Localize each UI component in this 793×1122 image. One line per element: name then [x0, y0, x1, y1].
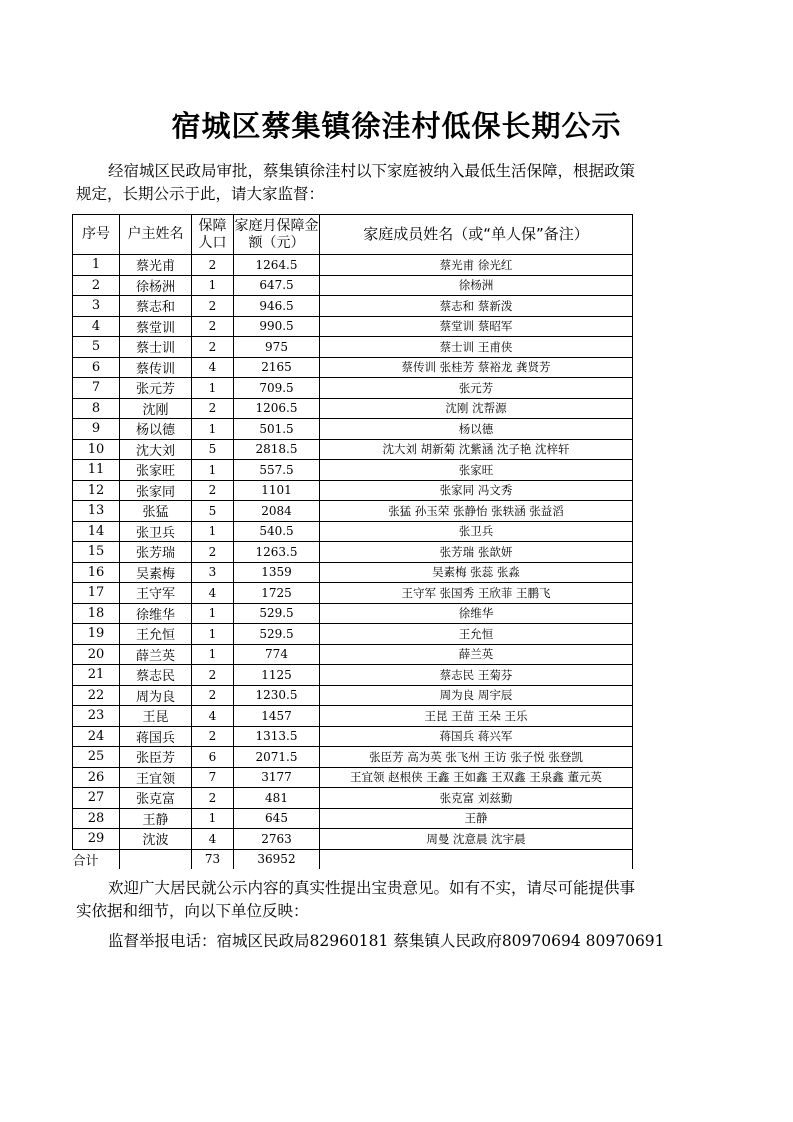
- hotline-text: 监督举报电话：宿城区民政局82960181 蔡集镇人民政府80970694 80970691: [108, 932, 665, 950]
- cell-members: 蔡光甫 徐光红: [320, 255, 633, 276]
- cell-head-name: 徐维华: [120, 603, 192, 624]
- cell-amount: 1264.5: [234, 255, 320, 276]
- table-row: [73, 665, 633, 686]
- table-row: [73, 501, 633, 522]
- cell-people: 1: [192, 419, 234, 440]
- cell-index: 6: [73, 357, 120, 378]
- cell-people: 4: [192, 583, 234, 604]
- cell-amount: 975: [234, 337, 320, 358]
- total-empty: [120, 849, 192, 869]
- header-index: 序号: [73, 215, 120, 255]
- cell-amount: 709.5: [234, 378, 320, 399]
- feedback-paragraph: 欢迎广大居民就公示内容的真实性提出宝贵意见。如有不实，请尽可能提供事实依据和细节，向以下单位反映：: [76, 879, 636, 920]
- cell-people: 1: [192, 624, 234, 645]
- cell-amount: 481: [234, 788, 320, 809]
- cell-index: 21: [73, 665, 120, 686]
- cell-members: 张家同 冯文秀: [320, 480, 633, 501]
- cell-index: 11: [73, 460, 120, 481]
- cell-head-name: 张家旺: [120, 460, 192, 481]
- cell-amount: 1230.5: [234, 685, 320, 706]
- cell-head-name: 蔡传训: [120, 357, 192, 378]
- cell-index: 10: [73, 439, 120, 460]
- cell-people: 2: [192, 480, 234, 501]
- table-row: [73, 337, 633, 358]
- table-row: [73, 521, 633, 542]
- cell-head-name: 张卫兵: [120, 521, 192, 542]
- cell-members: 沈大刘 胡新菊 沈紫涵 沈子艳 沈梓轩: [320, 439, 633, 460]
- table-row: [73, 542, 633, 563]
- table-row: [73, 357, 633, 378]
- cell-head-name: 薛兰英: [120, 644, 192, 665]
- cell-members: 王允恒: [320, 624, 633, 645]
- cell-people: 1: [192, 460, 234, 481]
- cell-head-name: 张芳瑞: [120, 542, 192, 563]
- cell-members: 沈刚 沈帮源: [320, 398, 633, 419]
- cell-head-name: 徐杨洲: [120, 275, 192, 296]
- cell-index: 25: [73, 747, 120, 768]
- cell-head-name: 杨以德: [120, 419, 192, 440]
- cell-members: 王昆 王苗 王朵 王乐: [320, 706, 633, 727]
- table-row: [73, 480, 633, 501]
- table-body: [73, 255, 633, 850]
- cell-members: 徐杨洲: [320, 275, 633, 296]
- cell-index: 13: [73, 501, 120, 522]
- cell-people: 2: [192, 398, 234, 419]
- cell-members: 王静: [320, 808, 633, 829]
- cell-members: 张卫兵: [320, 521, 633, 542]
- cell-members: 吴素梅 张蕊 张淼: [320, 562, 633, 583]
- cell-amount: 1725: [234, 583, 320, 604]
- page-title: 宿城区蔡集镇徐洼村低保长期公示: [171, 109, 622, 143]
- cell-index: 12: [73, 480, 120, 501]
- table-row: [73, 685, 633, 706]
- cell-people: 3: [192, 562, 234, 583]
- table-row: [73, 706, 633, 727]
- cell-index: 8: [73, 398, 120, 419]
- cell-amount: 1313.5: [234, 726, 320, 747]
- table-row: [73, 296, 633, 317]
- table-row: [73, 562, 633, 583]
- cell-members: 王宜领 赵根侠 王鑫 王如鑫 王双鑫 王泉鑫 董元英: [320, 767, 633, 788]
- cell-amount: 1125: [234, 665, 320, 686]
- table-row: [73, 378, 633, 399]
- cell-members: 王守军 张国秀 王欣菲 王鹏飞: [320, 583, 633, 604]
- table-header-row: [73, 215, 633, 255]
- cell-index: 7: [73, 378, 120, 399]
- cell-people: 1: [192, 521, 234, 542]
- cell-amount: 540.5: [234, 521, 320, 542]
- cell-index: 2: [73, 275, 120, 296]
- cell-index: 26: [73, 767, 120, 788]
- cell-index: 22: [73, 685, 120, 706]
- cell-members: 张芳瑞 张歆妍: [320, 542, 633, 563]
- cell-amount: 3177: [234, 767, 320, 788]
- cell-members: 周曼 沈意晨 沈宇晨: [320, 829, 633, 850]
- total-label: 合计: [73, 849, 120, 869]
- cell-members: 杨以德: [320, 419, 633, 440]
- cell-people: 1: [192, 275, 234, 296]
- table-row: [73, 460, 633, 481]
- cell-amount: 2084: [234, 501, 320, 522]
- cell-amount: 1206.5: [234, 398, 320, 419]
- cell-people: 1: [192, 603, 234, 624]
- cell-amount: 2763: [234, 829, 320, 850]
- cell-head-name: 张家同: [120, 480, 192, 501]
- cell-head-name: 王宜领: [120, 767, 192, 788]
- cell-members: 蒋国兵 蒋兴军: [320, 726, 633, 747]
- cell-people: 7: [192, 767, 234, 788]
- cell-head-name: 蔡士训: [120, 337, 192, 358]
- cell-head-name: 吴素梅: [120, 562, 192, 583]
- cell-people: 2: [192, 665, 234, 686]
- cell-members: 张元芳: [320, 378, 633, 399]
- cell-index: 27: [73, 788, 120, 809]
- table-row: [73, 829, 633, 850]
- cell-members: 薛兰英: [320, 644, 633, 665]
- table-row: [73, 644, 633, 665]
- cell-amount: 2071.5: [234, 747, 320, 768]
- cell-index: 18: [73, 603, 120, 624]
- total-people: 73: [192, 849, 234, 869]
- cell-head-name: 王守军: [120, 583, 192, 604]
- cell-head-name: 蔡光甫: [120, 255, 192, 276]
- cell-index: 24: [73, 726, 120, 747]
- cell-head-name: 蔡堂训: [120, 316, 192, 337]
- cell-members: 蔡传训 张桂芳 蔡裕龙 龚贤芳: [320, 357, 633, 378]
- table-row: [73, 419, 633, 440]
- cell-members: 蔡志民 王菊芬: [320, 665, 633, 686]
- cell-people: 2: [192, 337, 234, 358]
- cell-members: 张克富 刘兹勤: [320, 788, 633, 809]
- table-row: [73, 255, 633, 276]
- total-amount: 36952: [234, 849, 320, 869]
- table-row: [73, 439, 633, 460]
- cell-index: 16: [73, 562, 120, 583]
- cell-head-name: 沈大刘: [120, 439, 192, 460]
- cell-head-name: 王静: [120, 808, 192, 829]
- cell-index: 28: [73, 808, 120, 829]
- cell-people: 2: [192, 788, 234, 809]
- cell-head-name: 张克富: [120, 788, 192, 809]
- cell-index: 20: [73, 644, 120, 665]
- cell-amount: 1101: [234, 480, 320, 501]
- cell-amount: 645: [234, 808, 320, 829]
- table-row: [73, 624, 633, 645]
- total-row: [73, 849, 633, 869]
- cell-index: 5: [73, 337, 120, 358]
- cell-head-name: 蒋国兵: [120, 726, 192, 747]
- cell-people: 2: [192, 726, 234, 747]
- cell-amount: 1263.5: [234, 542, 320, 563]
- cell-members: 蔡士训 王甫侠: [320, 337, 633, 358]
- cell-people: 4: [192, 706, 234, 727]
- cell-people: 1: [192, 644, 234, 665]
- cell-head-name: 蔡志民: [120, 665, 192, 686]
- cell-people: 2: [192, 255, 234, 276]
- cell-head-name: 沈刚: [120, 398, 192, 419]
- table-row: [73, 747, 633, 768]
- cell-index: 17: [73, 583, 120, 604]
- cell-head-name: 周为良: [120, 685, 192, 706]
- cell-members: 蔡堂训 蔡昭军: [320, 316, 633, 337]
- cell-amount: 501.5: [234, 419, 320, 440]
- cell-amount: 529.5: [234, 624, 320, 645]
- cell-amount: 946.5: [234, 296, 320, 317]
- cell-amount: 1359: [234, 562, 320, 583]
- cell-amount: 2165: [234, 357, 320, 378]
- cell-head-name: 张元芳: [120, 378, 192, 399]
- header-members: 家庭成员姓名（或“单人保”备注）: [320, 215, 633, 255]
- cell-head-name: 沈波: [120, 829, 192, 850]
- table-row: [73, 808, 633, 829]
- cell-people: 2: [192, 542, 234, 563]
- header-head-name: 户主姓名: [120, 215, 192, 255]
- cell-index: 19: [73, 624, 120, 645]
- header-amount: 家庭月保障金额（元）: [234, 215, 320, 255]
- table-row: [73, 398, 633, 419]
- cell-amount: 2818.5: [234, 439, 320, 460]
- cell-amount: 990.5: [234, 316, 320, 337]
- table-row: [73, 767, 633, 788]
- cell-head-name: 张臣芳: [120, 747, 192, 768]
- cell-members: 张臣芳 高为英 张飞州 王访 张子悦 张登凯: [320, 747, 633, 768]
- cell-amount: 647.5: [234, 275, 320, 296]
- intro-paragraph: 经宿城区民政局审批，蔡集镇徐洼村以下家庭被纳入最低生活保障，根据政策规定，长期公示于此，请大家监督：: [76, 162, 636, 203]
- cell-index: 15: [73, 542, 120, 563]
- cell-people: 6: [192, 747, 234, 768]
- cell-index: 29: [73, 829, 120, 850]
- cell-people: 2: [192, 296, 234, 317]
- table-row: [73, 583, 633, 604]
- cell-members: 蔡志和 蔡新泼: [320, 296, 633, 317]
- cell-members: 张猛 孙玉荣 张静怡 张轶涵 张益滔: [320, 501, 633, 522]
- table-row: [73, 275, 633, 296]
- cell-head-name: 蔡志和: [120, 296, 192, 317]
- table-row: [73, 603, 633, 624]
- cell-people: 4: [192, 829, 234, 850]
- cell-amount: 557.5: [234, 460, 320, 481]
- cell-head-name: 张猛: [120, 501, 192, 522]
- header-people: 保障人口: [192, 215, 234, 255]
- cell-index: 1: [73, 255, 120, 276]
- subsidy-table: [72, 214, 633, 869]
- table-row: [73, 316, 633, 337]
- cell-people: 5: [192, 501, 234, 522]
- cell-index: 9: [73, 419, 120, 440]
- cell-people: 1: [192, 808, 234, 829]
- cell-members: 周为良 周宇辰: [320, 685, 633, 706]
- cell-members: 徐维华: [320, 603, 633, 624]
- cell-people: 4: [192, 357, 234, 378]
- cell-head-name: 王允恒: [120, 624, 192, 645]
- cell-people: 1: [192, 378, 234, 399]
- cell-head-name: 王昆: [120, 706, 192, 727]
- cell-index: 14: [73, 521, 120, 542]
- cell-people: 5: [192, 439, 234, 460]
- cell-people: 2: [192, 316, 234, 337]
- table-row: [73, 788, 633, 809]
- cell-amount: 529.5: [234, 603, 320, 624]
- cell-index: 3: [73, 296, 120, 317]
- cell-amount: 774: [234, 644, 320, 665]
- table-row: [73, 726, 633, 747]
- cell-members: 张家旺: [320, 460, 633, 481]
- cell-people: 2: [192, 685, 234, 706]
- cell-index: 4: [73, 316, 120, 337]
- cell-index: 23: [73, 706, 120, 727]
- total-members-empty: [320, 849, 633, 869]
- cell-amount: 1457: [234, 706, 320, 727]
